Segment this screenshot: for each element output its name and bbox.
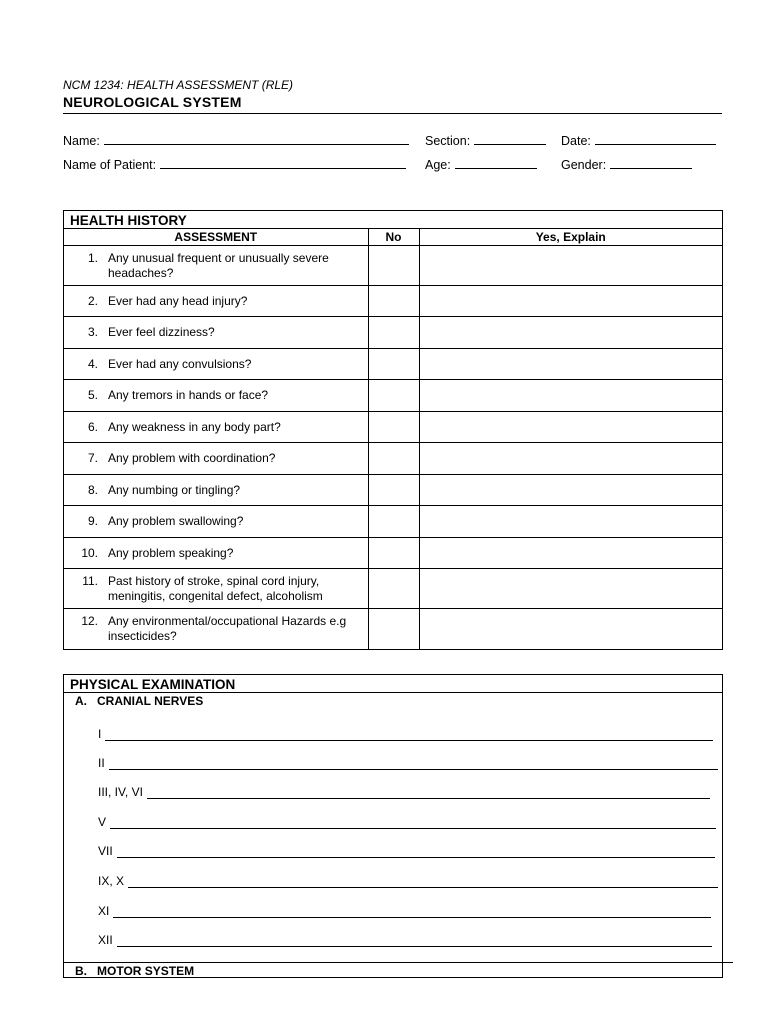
no-cell[interactable] bbox=[368, 412, 419, 443]
age-label: Age: bbox=[425, 158, 451, 172]
health-history-section bbox=[63, 210, 723, 650]
item-number: 11. bbox=[82, 573, 98, 588]
item-question: Ever feel dizziness? bbox=[108, 325, 215, 339]
physical-exam-section bbox=[63, 674, 723, 978]
item-number: 3. bbox=[87, 325, 98, 339]
item-number: 12. bbox=[81, 613, 98, 628]
no-cell[interactable] bbox=[368, 443, 419, 475]
no-cell[interactable] bbox=[368, 286, 419, 317]
age-blank[interactable] bbox=[455, 156, 537, 169]
item-question: Ever had any convulsions? bbox=[108, 356, 252, 371]
no-cell[interactable] bbox=[368, 475, 419, 506]
date-label: Date: bbox=[561, 134, 591, 148]
table-row bbox=[64, 246, 722, 286]
nerve-answer-line[interactable] bbox=[147, 788, 710, 799]
name-label: Name: bbox=[63, 134, 100, 148]
nerve-label: XI bbox=[98, 904, 110, 918]
section-blank[interactable] bbox=[474, 132, 546, 145]
motor-label: MOTOR SYSTEM bbox=[97, 964, 195, 978]
yes-explain-cell[interactable] bbox=[419, 246, 722, 286]
no-cell[interactable] bbox=[368, 609, 419, 649]
item-number: 9. bbox=[87, 514, 98, 528]
yes-explain-cell[interactable] bbox=[419, 317, 722, 349]
motor-system-heading bbox=[64, 962, 733, 979]
document-title: NEUROLOGICAL SYSTEM bbox=[63, 94, 242, 110]
yes-explain-cell[interactable] bbox=[419, 286, 722, 317]
section-label: Section: bbox=[425, 134, 471, 148]
name-blank[interactable] bbox=[104, 132, 409, 145]
item-question: Any unusual frequent or unusually severe headaches? bbox=[108, 250, 329, 280]
item-question: Past history of stroke, spinal cord injury, meningitis, congenital defect, alcoholism bbox=[108, 573, 323, 603]
column-header-assessment: ASSESSMENT bbox=[64, 229, 368, 246]
course-title: NCM 1234: HEALTH ASSESSMENT (RLE) bbox=[63, 78, 294, 92]
nerve-row-iii-iv-vi bbox=[98, 785, 710, 799]
table-row bbox=[64, 506, 722, 538]
item-question: Any tremors in hands or face? bbox=[108, 388, 269, 402]
no-cell[interactable] bbox=[368, 246, 419, 286]
table-row bbox=[64, 317, 722, 349]
yes-explain-cell[interactable] bbox=[419, 412, 722, 443]
health-history-table bbox=[64, 229, 722, 649]
nerve-answer-line[interactable] bbox=[110, 818, 716, 829]
nerve-row-xii bbox=[98, 933, 712, 947]
cranial-nerves-heading bbox=[64, 693, 722, 709]
yes-explain-cell[interactable] bbox=[419, 380, 722, 412]
table-row bbox=[64, 475, 722, 506]
title-divider bbox=[63, 113, 722, 114]
nerve-answer-line[interactable] bbox=[117, 936, 712, 947]
nerve-row-ii bbox=[98, 756, 718, 770]
gender-field bbox=[561, 156, 692, 172]
table-row bbox=[64, 538, 722, 569]
gender-label: Gender: bbox=[561, 158, 607, 172]
table-row bbox=[64, 349, 722, 380]
nerve-label: VII bbox=[98, 844, 113, 858]
nerve-row-vii bbox=[98, 844, 715, 858]
item-number: 10. bbox=[81, 545, 98, 560]
nerve-row-v bbox=[98, 815, 716, 829]
nerve-label: V bbox=[98, 815, 107, 829]
no-cell[interactable] bbox=[368, 538, 419, 569]
column-header-yes-explain: Yes, Explain bbox=[419, 229, 722, 246]
nerve-label: XII bbox=[98, 933, 113, 947]
column-header-no: No bbox=[368, 229, 419, 246]
nerve-row-ix-x bbox=[98, 874, 718, 888]
item-number: 1. bbox=[87, 250, 98, 265]
nerve-answer-line[interactable] bbox=[113, 907, 711, 918]
item-number: 6. bbox=[87, 419, 98, 434]
item-question: Any problem with coordination? bbox=[108, 451, 276, 465]
no-cell[interactable] bbox=[368, 317, 419, 349]
nerve-row-i bbox=[98, 727, 713, 741]
nerve-label: II bbox=[98, 756, 105, 770]
item-question: Any problem swallowing? bbox=[108, 514, 244, 528]
date-field bbox=[561, 132, 716, 148]
nerve-label: III, IV, VI bbox=[98, 785, 143, 799]
yes-explain-cell[interactable] bbox=[419, 349, 722, 380]
item-number: 4. bbox=[87, 356, 98, 371]
nerve-answer-line[interactable] bbox=[128, 877, 718, 888]
item-number: 7. bbox=[87, 451, 98, 465]
item-question: Any environmental/occupational Hazards e.g insecticides? bbox=[108, 613, 347, 643]
item-question: Ever had any head injury? bbox=[108, 293, 248, 308]
table-row bbox=[64, 412, 722, 443]
no-cell[interactable] bbox=[368, 380, 419, 412]
nerve-answer-line[interactable] bbox=[109, 759, 718, 770]
nerve-label: I bbox=[98, 727, 102, 741]
cranial-label: CRANIAL NERVES bbox=[97, 694, 204, 708]
item-number: 5. bbox=[87, 388, 98, 402]
cranial-letter: A. bbox=[75, 694, 87, 708]
nerve-answer-line[interactable] bbox=[117, 847, 715, 858]
item-question: Any numbing or tingling? bbox=[108, 482, 241, 497]
nerve-label: IX, X bbox=[98, 874, 125, 888]
table-row bbox=[64, 609, 722, 649]
nerve-answer-line[interactable] bbox=[105, 730, 713, 741]
nerve-row-xi bbox=[98, 904, 711, 918]
item-question: Any weakness in any body part? bbox=[108, 419, 281, 434]
table-row bbox=[64, 569, 722, 609]
date-blank[interactable] bbox=[595, 132, 716, 145]
item-number: 8. bbox=[87, 482, 98, 497]
table-row bbox=[64, 380, 722, 412]
section-field bbox=[425, 132, 546, 148]
yes-explain-cell[interactable] bbox=[419, 569, 722, 609]
no-cell[interactable] bbox=[368, 506, 419, 538]
patient-label: Name of Patient: bbox=[63, 158, 157, 172]
patient-blank[interactable] bbox=[160, 156, 406, 169]
name-field bbox=[63, 132, 409, 148]
patient-field bbox=[63, 156, 406, 172]
no-cell[interactable] bbox=[368, 569, 419, 609]
item-number: 2. bbox=[87, 293, 98, 308]
item-question: Any problem speaking? bbox=[108, 545, 234, 560]
health-history-title: HEALTH HISTORY bbox=[64, 211, 722, 229]
physical-exam-title: PHYSICAL EXAMINATION bbox=[64, 675, 722, 693]
yes-explain-cell[interactable] bbox=[419, 609, 722, 649]
gender-blank[interactable] bbox=[610, 156, 692, 169]
yes-explain-cell[interactable] bbox=[419, 443, 722, 475]
motor-letter: B. bbox=[75, 964, 87, 978]
no-cell[interactable] bbox=[368, 349, 419, 380]
yes-explain-cell[interactable] bbox=[419, 538, 722, 569]
age-field bbox=[425, 156, 537, 172]
table-row bbox=[64, 286, 722, 317]
yes-explain-cell[interactable] bbox=[419, 506, 722, 538]
yes-explain-cell[interactable] bbox=[419, 475, 722, 506]
table-row bbox=[64, 443, 722, 475]
